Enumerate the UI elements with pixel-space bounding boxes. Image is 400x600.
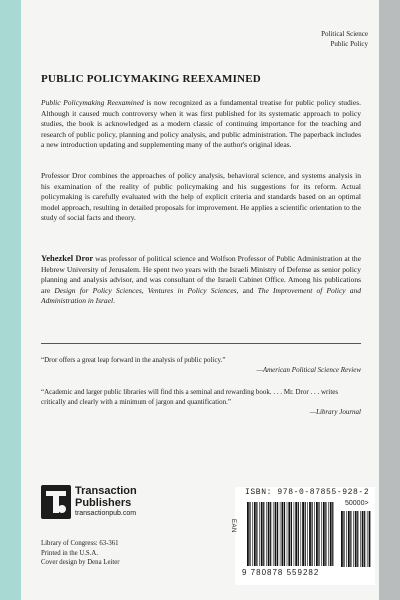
pub-info-line: Cover design by Dena Leiter [41,559,120,566]
barcode-bar [282,502,284,566]
barcode-bar [261,502,263,566]
review-text: “Academic and larger public libraries will find this a seminal and rewarding book. . . . Mr. Dror . . . writes critically and clearly with a minimum of jargon and quantification.” [41,388,339,406]
barcode-bar [369,511,371,567]
review-quote [41,387,361,417]
publisher-logo-icon [41,485,71,519]
book-title-italic: Public Policymaking Reexamined [41,98,144,107]
back-cover-panel [21,0,379,600]
barcode-bar [305,502,306,566]
description-paragraph-2: Professor Dror combines the approaches of policy analysis, behavioral science, and systems analysis in his examination of the reality of public policymaking and his suggestions for its reform. Actual policymaking is carefully evaluated with the help of explicit criteria and standards based on an optimal model approach, resulting in detailed proposals for improvement. He applies a scientific orientation to the study of social facts and theory. [41,171,361,223]
barcode-bar [266,502,267,566]
barcode-bar [270,502,271,566]
barcode-bar [268,502,270,566]
publication-title: Design for Policy Sciences [54,285,142,295]
barcode-bar [355,511,357,567]
description-text: is now recognized as a fundamental treatise for public policy studies. Although it caused much controversy when it was first published for its systematic approach to policy studies, the book is acknowledged as a modern classic of continuing importance for the teaching and research of public policy, planning and policy analysis, and public administration. The paperback includes a new introduction updating and supplementing many of the author's original ideas. [41,98,361,150]
separator: , and [236,285,258,295]
book-title-heading: PUBLIC POLICYMAKING REEXAMINED [41,73,261,85]
barcode-bar [353,511,354,567]
barcode-bar [287,502,288,566]
publisher-name: Publishers [75,496,132,509]
barcode-bar [298,502,299,566]
barcode-bar [280,502,281,566]
barcode-bar [332,502,333,566]
barcode-bar [348,511,350,567]
ean-digits: 9 780878 559282 [242,568,320,577]
barcode-bar [295,502,297,566]
publisher-url: transactionpub.com [75,510,137,517]
review-text: “Dror offers a great leap forward in the analysis of public policy.” [41,356,226,364]
barcode-bar [254,502,256,566]
barcode-bar [314,502,315,566]
ean-label: EAN [230,519,236,533]
barcode-bar [323,502,325,566]
barcode-icon [247,502,335,566]
barcode-bar [328,502,329,566]
barcode-bar [273,502,274,566]
separator: . [113,296,115,306]
publisher-logo [41,485,191,519]
barcode-bar [263,502,264,566]
barcode-bar [321,502,322,566]
barcode-bar [341,511,343,567]
barcode-bar [256,502,257,566]
barcode-bar [364,511,365,567]
subject-line: Political Science [321,30,368,38]
barcode-bar [330,502,332,566]
barcode-bar [350,511,351,567]
right-color-band [379,0,400,600]
isbn-barcode-block [230,487,375,585]
subject-line: Public Policy [330,39,368,48]
barcode-bar [346,511,347,567]
publisher-name: Transaction [75,485,137,497]
barcode-bar [343,511,344,567]
barcode-bar [291,502,292,566]
barcode-bar [247,502,249,566]
barcode-bar [302,502,304,566]
addon-barcode-icon [341,511,371,567]
barcode-bar [284,502,285,566]
pub-info-line: Library of Congress: 63-361 [41,540,119,547]
barcode-bar [362,511,364,567]
left-color-band [0,0,21,600]
barcode-bar [312,502,313,566]
author-name: Yehezkel Dror [41,253,94,263]
barcode-bar [307,502,308,566]
price-addon-label: 50000> [345,500,369,507]
barcode-bar [249,502,250,566]
barcode-bar [367,511,368,567]
review-source: —Library Journal [309,408,361,416]
barcode-bar [259,502,260,566]
barcode-bar [318,502,319,566]
publication-title: Ventures in Policy Sciences [147,285,237,295]
barcode-bar [325,502,326,566]
author-bio-text: was professor of political science and Wolfson Professor of Public Administration at the Hebrew University of Jerusalem. He spent two years with the Israeli Ministry of Defense as senior policy planning and analysis advisor, and was consultant of the Israeli Cabinet Office. Among his publications are [41,254,361,295]
divider [41,343,361,344]
publication-title: The Improvement of Policy and Administration in Israel [41,285,362,306]
publisher-wordmark [75,486,137,518]
publication-info [41,539,120,568]
barcode-bar [309,502,311,566]
isbn-label: ISBN: 978-0-87855-928-2 [245,488,370,497]
barcode-bar [316,502,318,566]
review-source: —American Political Science Review [256,366,361,374]
barcode-bar [275,502,277,566]
barcode-bar [357,511,358,567]
barcode-bar [277,502,278,566]
barcode-bar [360,511,361,567]
barcode-bar [301,502,302,566]
separator: , [141,285,148,295]
description-paragraph-1 [41,98,361,151]
pub-info-line: Printed in the U.S.A. [41,549,99,557]
barcode-bar [288,502,290,566]
author-bio [41,253,361,307]
barcode-bar [252,502,253,566]
subject-category [321,30,368,49]
review-quote [41,355,361,375]
barcode-bar [294,502,295,566]
